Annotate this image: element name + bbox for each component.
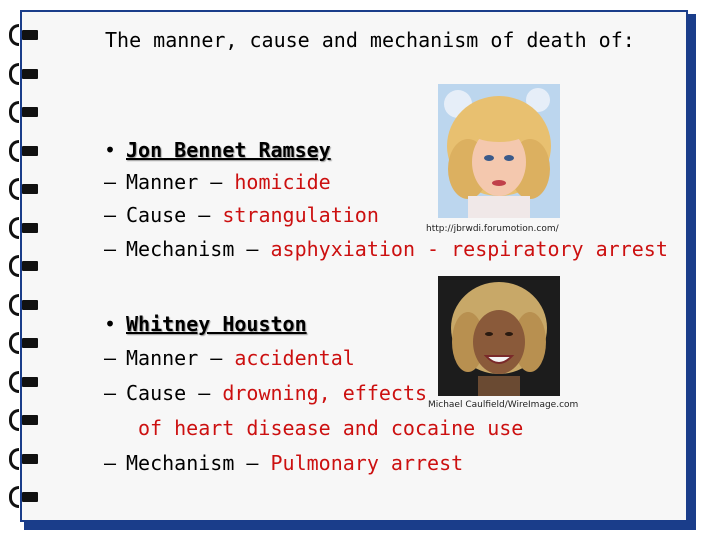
case1-cause-label: Cause – [126,203,211,227]
case1-manner-label: Manner – [126,170,223,194]
binding-ring [8,336,38,350]
ring-hole [22,69,38,79]
dash-marker: – [104,170,117,194]
slide-title: The manner, cause and mechanism of death of: [105,28,635,52]
ring-hole [22,300,38,310]
case1-photo [438,84,560,218]
case2-manner-value: accidental [234,346,355,370]
binding-ring [8,67,38,81]
case1-name: Jon Bennet Ramsey [126,138,331,162]
case2-cause-value-line2: of heart disease and cocaine use [138,416,524,440]
case2-photo [438,276,560,396]
case1-cause-line [104,203,379,227]
bullet-icon: • [104,312,117,336]
case2-name: Whitney Houston [126,312,307,336]
binding-ring [8,144,38,158]
binding-ring [8,375,38,389]
binding-ring [8,452,38,466]
case1-mechanism-line [104,237,668,261]
ring-arc [9,409,19,431]
bullet-icon: • [104,138,117,162]
dash-marker: – [104,237,117,261]
ring-arc [9,294,19,316]
ring-hole [22,492,38,502]
binding-ring [8,221,38,235]
ring-arc [9,24,19,46]
case2-cause-line [104,381,427,405]
binding-ring [8,413,38,427]
dash-marker: – [104,381,117,405]
ring-hole [22,107,38,117]
ring-hole [22,338,38,348]
case1-cause-value: strangulation [222,203,379,227]
case1-mechanism-label: Mechanism – [126,237,259,261]
binding-ring [8,105,38,119]
case2-cause-continuation [138,416,523,440]
dash-marker: – [104,346,117,370]
case1-manner-line [104,170,331,194]
case2-mechanism-label: Mechanism – [126,451,259,475]
ring-hole [22,146,38,156]
case2-name-line [104,312,307,336]
ring-arc [9,371,19,393]
case2-mechanism-line [104,451,463,475]
binding-ring [8,259,38,273]
binding-ring [8,28,38,42]
binding-ring [8,298,38,312]
dash-marker: – [104,203,117,227]
spiral-binding [8,0,40,540]
ring-arc [9,217,19,239]
ring-arc [9,448,19,470]
ring-arc [9,486,19,508]
ring-arc [9,255,19,277]
ring-arc [9,101,19,123]
ring-arc [9,178,19,200]
case2-cause-label: Cause – [126,381,211,405]
ring-arc [9,140,19,162]
case1-mechanism-value: asphyxiation - respiratory arrest [270,237,668,261]
notebook-sheet [20,10,688,522]
case1-photo-credit: http://jbrwdi.forumotion.com/ [426,224,559,234]
case1-name-line [104,138,331,162]
binding-ring [8,490,38,504]
case2-manner-label: Manner – [126,346,223,370]
binding-ring [8,182,38,196]
ring-arc [9,332,19,354]
case2-mechanism-value: Pulmonary arrest [270,451,464,475]
ring-hole [22,415,38,425]
ring-arc [9,63,19,85]
ring-hole [22,454,38,464]
ring-hole [22,261,38,271]
case2-photo-credit: Michael Caulfield/WireImage.com [428,400,579,410]
dash-marker: – [104,451,117,475]
ring-hole [22,223,38,233]
ring-hole [22,377,38,387]
case2-manner-line [104,346,355,370]
case1-manner-value: homicide [234,170,331,194]
case2-cause-value-line1: drowning, effects [222,381,428,405]
ring-hole [22,30,38,40]
ring-hole [22,184,38,194]
